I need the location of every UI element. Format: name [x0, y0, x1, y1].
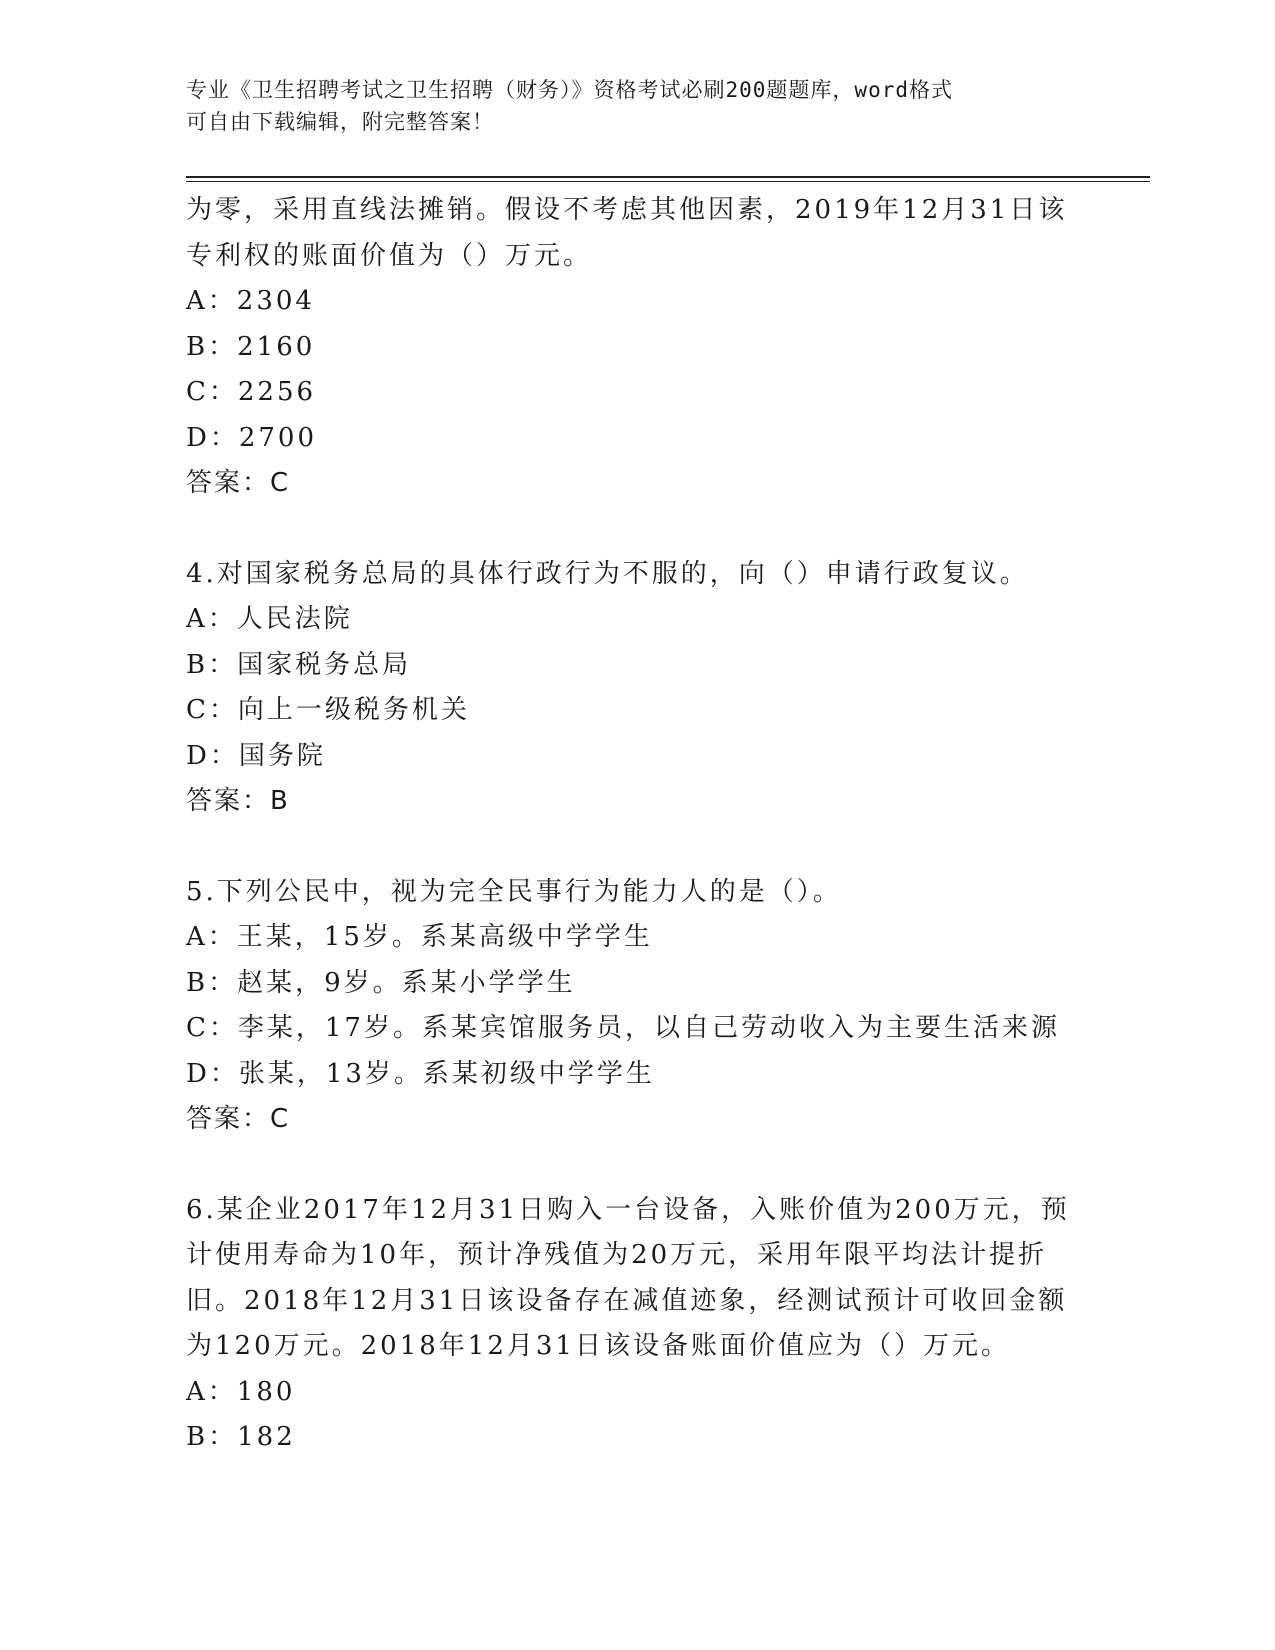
option-a: A：2304: [186, 286, 315, 316]
option-a: A：180: [186, 1376, 296, 1407]
header-line-1: 专业《卫生招聘考试之卫生招聘（财务）》资格考试必刷200题题库，word格式: [186, 78, 953, 102]
question-5: [186, 870, 1086, 1143]
option-b: B：赵某，9岁。系某小学学生: [186, 967, 576, 998]
document-header: [186, 74, 1066, 138]
option-c: C：向上一级税务机关: [186, 695, 470, 725]
option-b: B：2160: [186, 331, 316, 362]
option-d: D：国务院: [186, 740, 326, 771]
question-stem-line: 6.某企业2017年12月31日购入一台设备，入账价值为200万元，预: [186, 1194, 1070, 1225]
question-stem-line: 5.下列公民中，视为完全民事行为能力人的是（）。: [186, 876, 842, 907]
question-stem-line: 为零，采用直线法摊销。假设不考虑其他因素，2019年12月31日该: [186, 195, 1068, 225]
header-line-2: 可自由下载编辑，附完整答案！: [186, 110, 494, 134]
question-stem-line: 计使用寿命为10年，预计净残值为20万元，采用年限平均法计提折: [186, 1240, 1048, 1270]
option-d: D：张某，13岁。系某初级中学学生: [186, 1058, 655, 1089]
spacer: [186, 825, 1086, 870]
spacer: [186, 1143, 1086, 1188]
question-stem-line: 4.对国家税务总局的具体行政行为不服的，向（）申请行政复议。: [186, 558, 1029, 589]
option-a: A：人民法院: [186, 604, 353, 634]
option-b: B：182: [186, 1422, 296, 1452]
spacer: [186, 507, 1086, 552]
question-list: [186, 188, 1086, 1461]
option-d: D：2700: [186, 422, 318, 453]
answer-line: 答案：C: [186, 468, 291, 498]
answer-line: 答案：B: [186, 786, 290, 816]
option-b: B：国家税务总局: [186, 649, 412, 680]
header-rule-thick: [186, 176, 1150, 178]
header-rule-thin: [186, 181, 1150, 182]
answer-line: 答案：C: [186, 1104, 291, 1134]
question-stem-line: 为120万元。2018年12月31日该设备账面价值应为（）万元。: [186, 1331, 1010, 1361]
option-c: C：2256: [186, 377, 317, 407]
question-6: [186, 1188, 1086, 1461]
question-stem-line: 旧。2018年12月31日该设备存在减值迹象，经测试预计可收回金额: [186, 1285, 1068, 1316]
question-4: [186, 552, 1086, 825]
option-c: C：李某，17岁。系某宾馆服务员，以自己劳动收入为主要生活来源: [186, 1013, 1060, 1043]
question-stem-line: 专利权的账面价值为（）万元。: [186, 240, 593, 271]
option-a: A：王某，15岁。系某高级中学学生: [186, 922, 653, 952]
question-3: [186, 188, 1086, 507]
